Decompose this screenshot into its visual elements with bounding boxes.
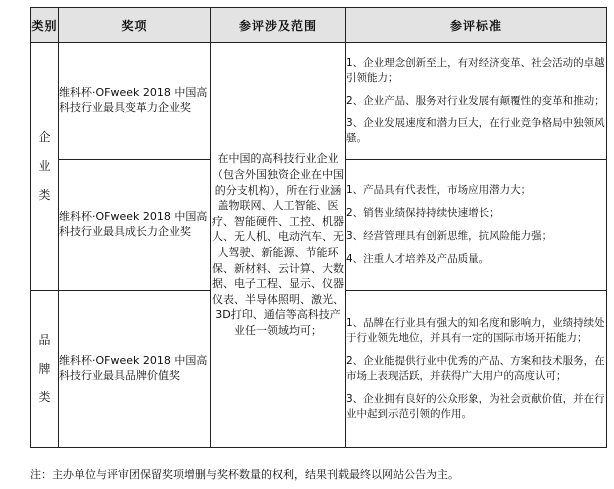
category-brand: 品 牌 类 — [31, 291, 59, 448]
header-criteria: 参评标准 — [346, 8, 607, 43]
criteria-item: 3、企业拥有良好的公众形象，为社会贡献价值，并在行业中起到示范引领的作用。 — [346, 392, 605, 420]
criteria-item: 2、企业产品、服务对行业发展有颠覆性的变革和推动； — [346, 94, 605, 107]
header-award: 奖项 — [59, 8, 211, 43]
criteria-item: 1、品牌在行业具有强大的知名度和影响力，业绩持续处于行业领先地位，并具有一定的国际市场开拓能力； — [346, 317, 605, 345]
criteria-item: 2、销售业绩保持持续快速增长； — [346, 207, 500, 220]
header-category: 类别 — [31, 8, 59, 43]
award-name: 维科杯·OFweek 2018 中国高科技行业最具变革力企业奖 — [59, 43, 211, 160]
header-scope: 参评涉及范围 — [211, 8, 346, 43]
footnote: 注：主办单位与评审团保留奖项增删与奖杯数量的权利，结果刊载最终以网站公告为主。 — [30, 468, 459, 481]
criteria-cell — [346, 43, 607, 160]
award-name: 维科杯·OFweek 2018 中国高科技行业最具品牌价值奖 — [59, 291, 211, 448]
criteria-item: 4、注重人才培养及产品质量。 — [346, 252, 490, 265]
header-row — [31, 8, 607, 43]
award-name: 维科杯·OFweek 2018 中国高科技行业最具成长力企业奖 — [59, 160, 211, 291]
category-enterprise: 企 业 类 — [31, 43, 59, 291]
criteria-cell — [346, 160, 607, 291]
criteria-item: 1、产品具有代表性，市场应用潜力大； — [346, 184, 532, 197]
award-criteria-table — [30, 7, 607, 448]
table-row — [31, 43, 607, 160]
criteria-item: 2、企业能提供行业中优秀的产品、方案和技术服务，在市场上表现活跃，并获得广大用户的高度认可； — [346, 355, 605, 382]
scope-cell: 在中国的高科技行业企业（包含外国独资企业在中国的分支机构），所在行业涵盖物联网、人工智能、医疗、智能硬件、工控、机器人、无人机、电动汽车、无人驾驶、新能源、节能环保、新材料、云计算、大数据、电子工程、显示、仪器仪表、半导体照明、激光、3D打印、通信等高科技产业任一领域均可； — [211, 43, 346, 448]
criteria-cell — [346, 291, 607, 448]
criteria-item: 3、经营管理具有创新思维，抗风险能力强； — [346, 230, 553, 242]
criteria-item: 3、企业发展速度和潜力巨大，在行业竞争格局中独领风骚。 — [346, 117, 605, 145]
criteria-item: 1、企业理念创新至上，有对经济变革、社会活动的卓越引领能力； — [346, 56, 605, 84]
